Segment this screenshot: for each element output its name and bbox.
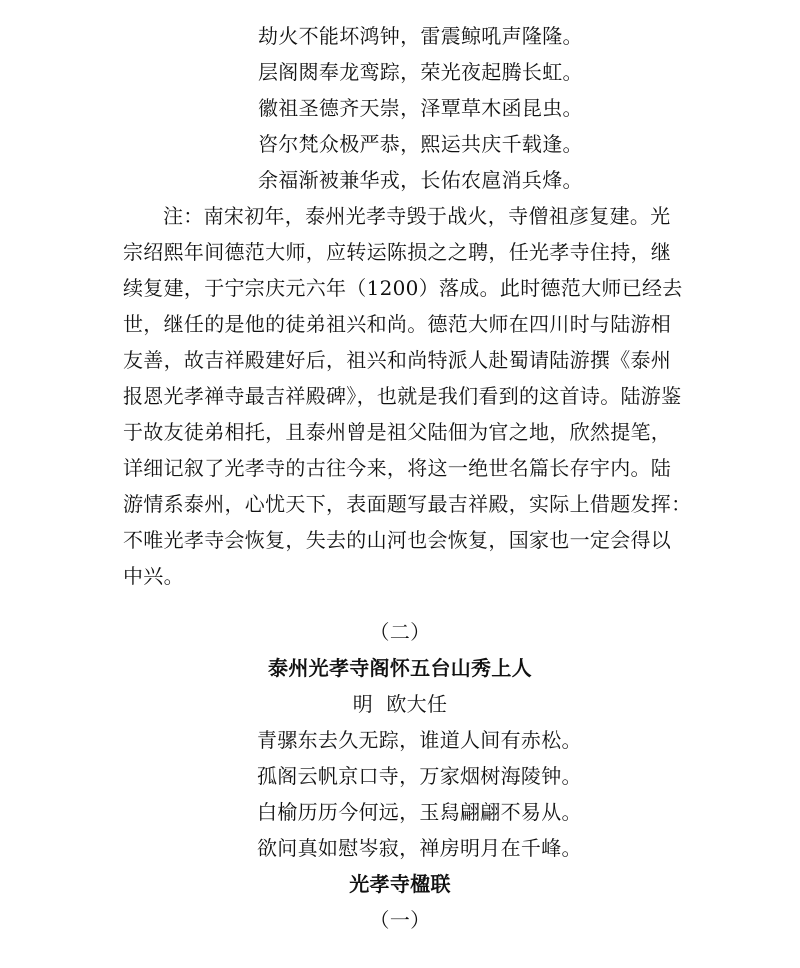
- section-2-line-2: 孤阁云帆京口寺，万家烟树海陵钟。: [257, 764, 582, 788]
- note-line-5: 友善，故吉祥殿建好后，祖兴和尚特派人赴蜀请陆游撰《泰州: [123, 348, 672, 372]
- note-line-11: 中兴。: [123, 564, 184, 588]
- note-line-2: 宗绍熙年间德范大师，应转运陈损之之聘，任光孝寺住持，继: [123, 240, 672, 264]
- couplets-number: （一）: [369, 908, 431, 932]
- note-line-6: 报恩光孝禅寺最吉祥殿碑》，也就是我们看到的这首诗。陆游鉴: [123, 384, 682, 408]
- note-line-9: 游情系泰州，心忧天下，表面题写最吉祥殿，实际上借题发挥：: [123, 492, 692, 516]
- note-line-1: 注：南宋初年，泰州光孝寺毁于战火，寺僧祖彦复建。光: [163, 204, 671, 228]
- section-2-line-3: 白榆历历今何远，玉舄翩翩不易从。: [257, 800, 582, 824]
- poem-1-line-5: 余福渐被兼华戎，长佑农扈消兵烽。: [258, 168, 583, 192]
- note-line-10: 不唯光孝寺会恢复，失去的山河也会恢复，国家也一定会得以: [123, 528, 672, 552]
- poem-1-line-2: 层阁閦奉龙鸾踪，荣光夜起腾长虹。: [258, 60, 583, 84]
- section-2-title: 泰州光孝寺阁怀五台山秀上人: [268, 656, 532, 680]
- note-line-4: 世，继任的是他的徒弟祖兴和尚。德范大师在四川时与陆游相: [123, 312, 672, 336]
- section-2-line-4: 欲问真如慰岑寂，禅房明月在千峰。: [257, 836, 582, 860]
- section-2-author: 明 欧大任: [352, 692, 448, 716]
- poem-1-line-3: 徽祖圣德齐天崇，泽覃草木函昆虫。: [258, 96, 583, 120]
- note-line-7: 于故友徒弟相托，且泰州曾是祖父陆佃为官之地，欣然提笔，: [123, 420, 672, 444]
- couplets-heading: 光孝寺楹联: [349, 872, 451, 896]
- poem-1-line-4: 咨尔梵众极严恭，熙运共庆千载逢。: [258, 132, 583, 156]
- section-2-line-1: 青骡东去久无踪，谁道人间有赤松。: [257, 728, 582, 752]
- note-line-3: 续复建，于宁宗庆元六年（1200）落成。此时德范大师已经去: [123, 276, 683, 300]
- poem-1-line-1: 劫火不能坏鸿钟，雷震鲸吼声隆隆。: [258, 24, 583, 48]
- note-line-8: 详细记叙了光孝寺的古往今来，将这一绝世名篇长存宇内。陆: [123, 456, 672, 480]
- section-2-number: （二）: [369, 620, 431, 644]
